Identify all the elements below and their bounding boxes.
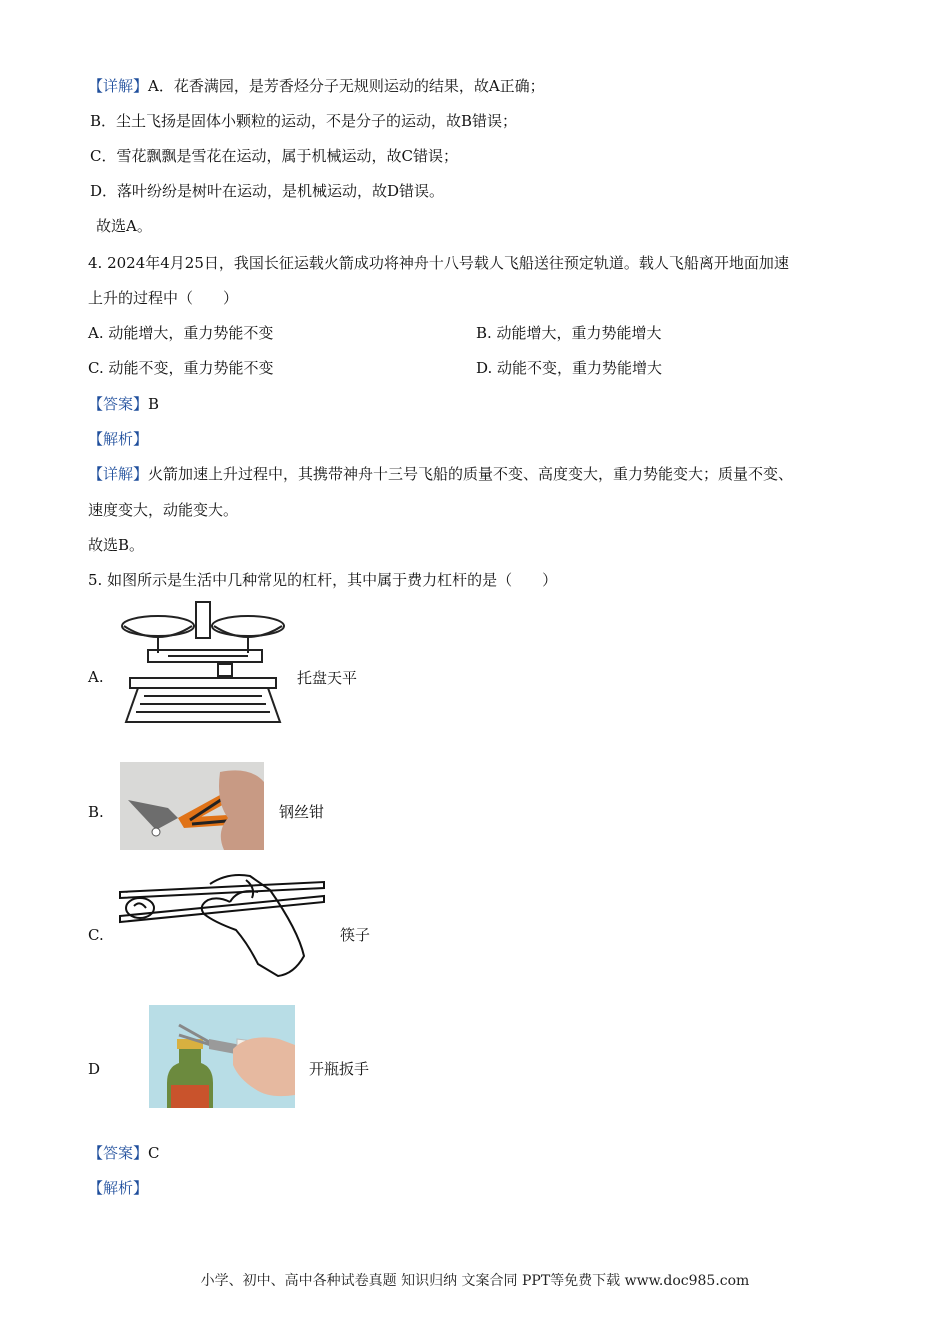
q4-conclusion: 故选B。: [88, 536, 145, 554]
q4-answer: 【答案】B: [88, 395, 160, 413]
q4-stem-line-2: 上升的过程中（ ）: [88, 289, 239, 307]
q5-option-b-caption: 钢丝钳: [279, 803, 325, 821]
balance-scale-image: [118, 598, 288, 724]
q3-detail-line-a: 【详解】A．花香满园，是芳香烃分子无规则运动的结果，故A正确；: [88, 77, 545, 95]
q4-option-b: B. 动能增大，重力势能增大: [476, 324, 662, 342]
q4-option-d: D. 动能不变，重力势能增大: [476, 359, 663, 377]
q4-stem-line-1: 4. 2024年4月25日，我国长征运载火箭成功将神舟十八号载人飞船送往预定轨道。载人飞船离开地面加速: [88, 254, 789, 272]
q5-stem: 5. 如图所示是生活中几种常见的杠杆，其中属于费力杠杆的是（ ）: [88, 571, 558, 589]
q5-option-d-letter: D: [88, 1060, 101, 1078]
q3-conclusion: 故选A。: [96, 217, 152, 235]
q3-detail-line-c: C．雪花飘飘是雪花在运动，属于机械运动，故C错误；: [90, 147, 458, 165]
q5-option-a-letter: A.: [88, 668, 104, 686]
pliers-image: [120, 762, 264, 850]
q4-option-c: C. 动能不变，重力势能不变: [88, 359, 274, 377]
q3-detail-line-d: D．落叶纷纷是树叶在运动，是机械运动，故D错误。: [90, 182, 445, 200]
q5-option-d-caption: 开瓶扳手: [309, 1060, 370, 1078]
q5-option-a-caption: 托盘天平: [297, 669, 358, 687]
chopsticks-image: [118, 870, 328, 980]
page-footer: 小学、初中、高中各种试卷真题 知识归纳 文案合同 PPT等免费下载 www.doc985.com: [200, 1273, 750, 1289]
q5-analysis-label: 【解析】: [88, 1179, 149, 1197]
q5-option-c-caption: 筷子: [340, 926, 371, 944]
q5-option-b-letter: B.: [88, 803, 104, 821]
q4-option-a: A. 动能增大，重力势能不变: [88, 324, 274, 342]
q4-detail-line-2: 速度变大，动能变大。: [88, 501, 239, 519]
q5-answer: 【答案】C: [88, 1144, 160, 1162]
q4-analysis-label: 【解析】: [88, 430, 149, 448]
detail-label: 【详解】: [88, 77, 149, 95]
q3-detail-line-b: B．尘土飞扬是固体小颗粒的运动，不是分子的运动，故B错误；: [90, 112, 518, 130]
bottle-opener-image: [149, 1005, 295, 1108]
q5-option-c-letter: C.: [88, 926, 104, 944]
q4-detail-line-1: 【详解】火箭加速上升过程中，其携带神舟十三号飞船的质量不变、高度变大，重力势能变大；质量不变、: [88, 465, 794, 483]
